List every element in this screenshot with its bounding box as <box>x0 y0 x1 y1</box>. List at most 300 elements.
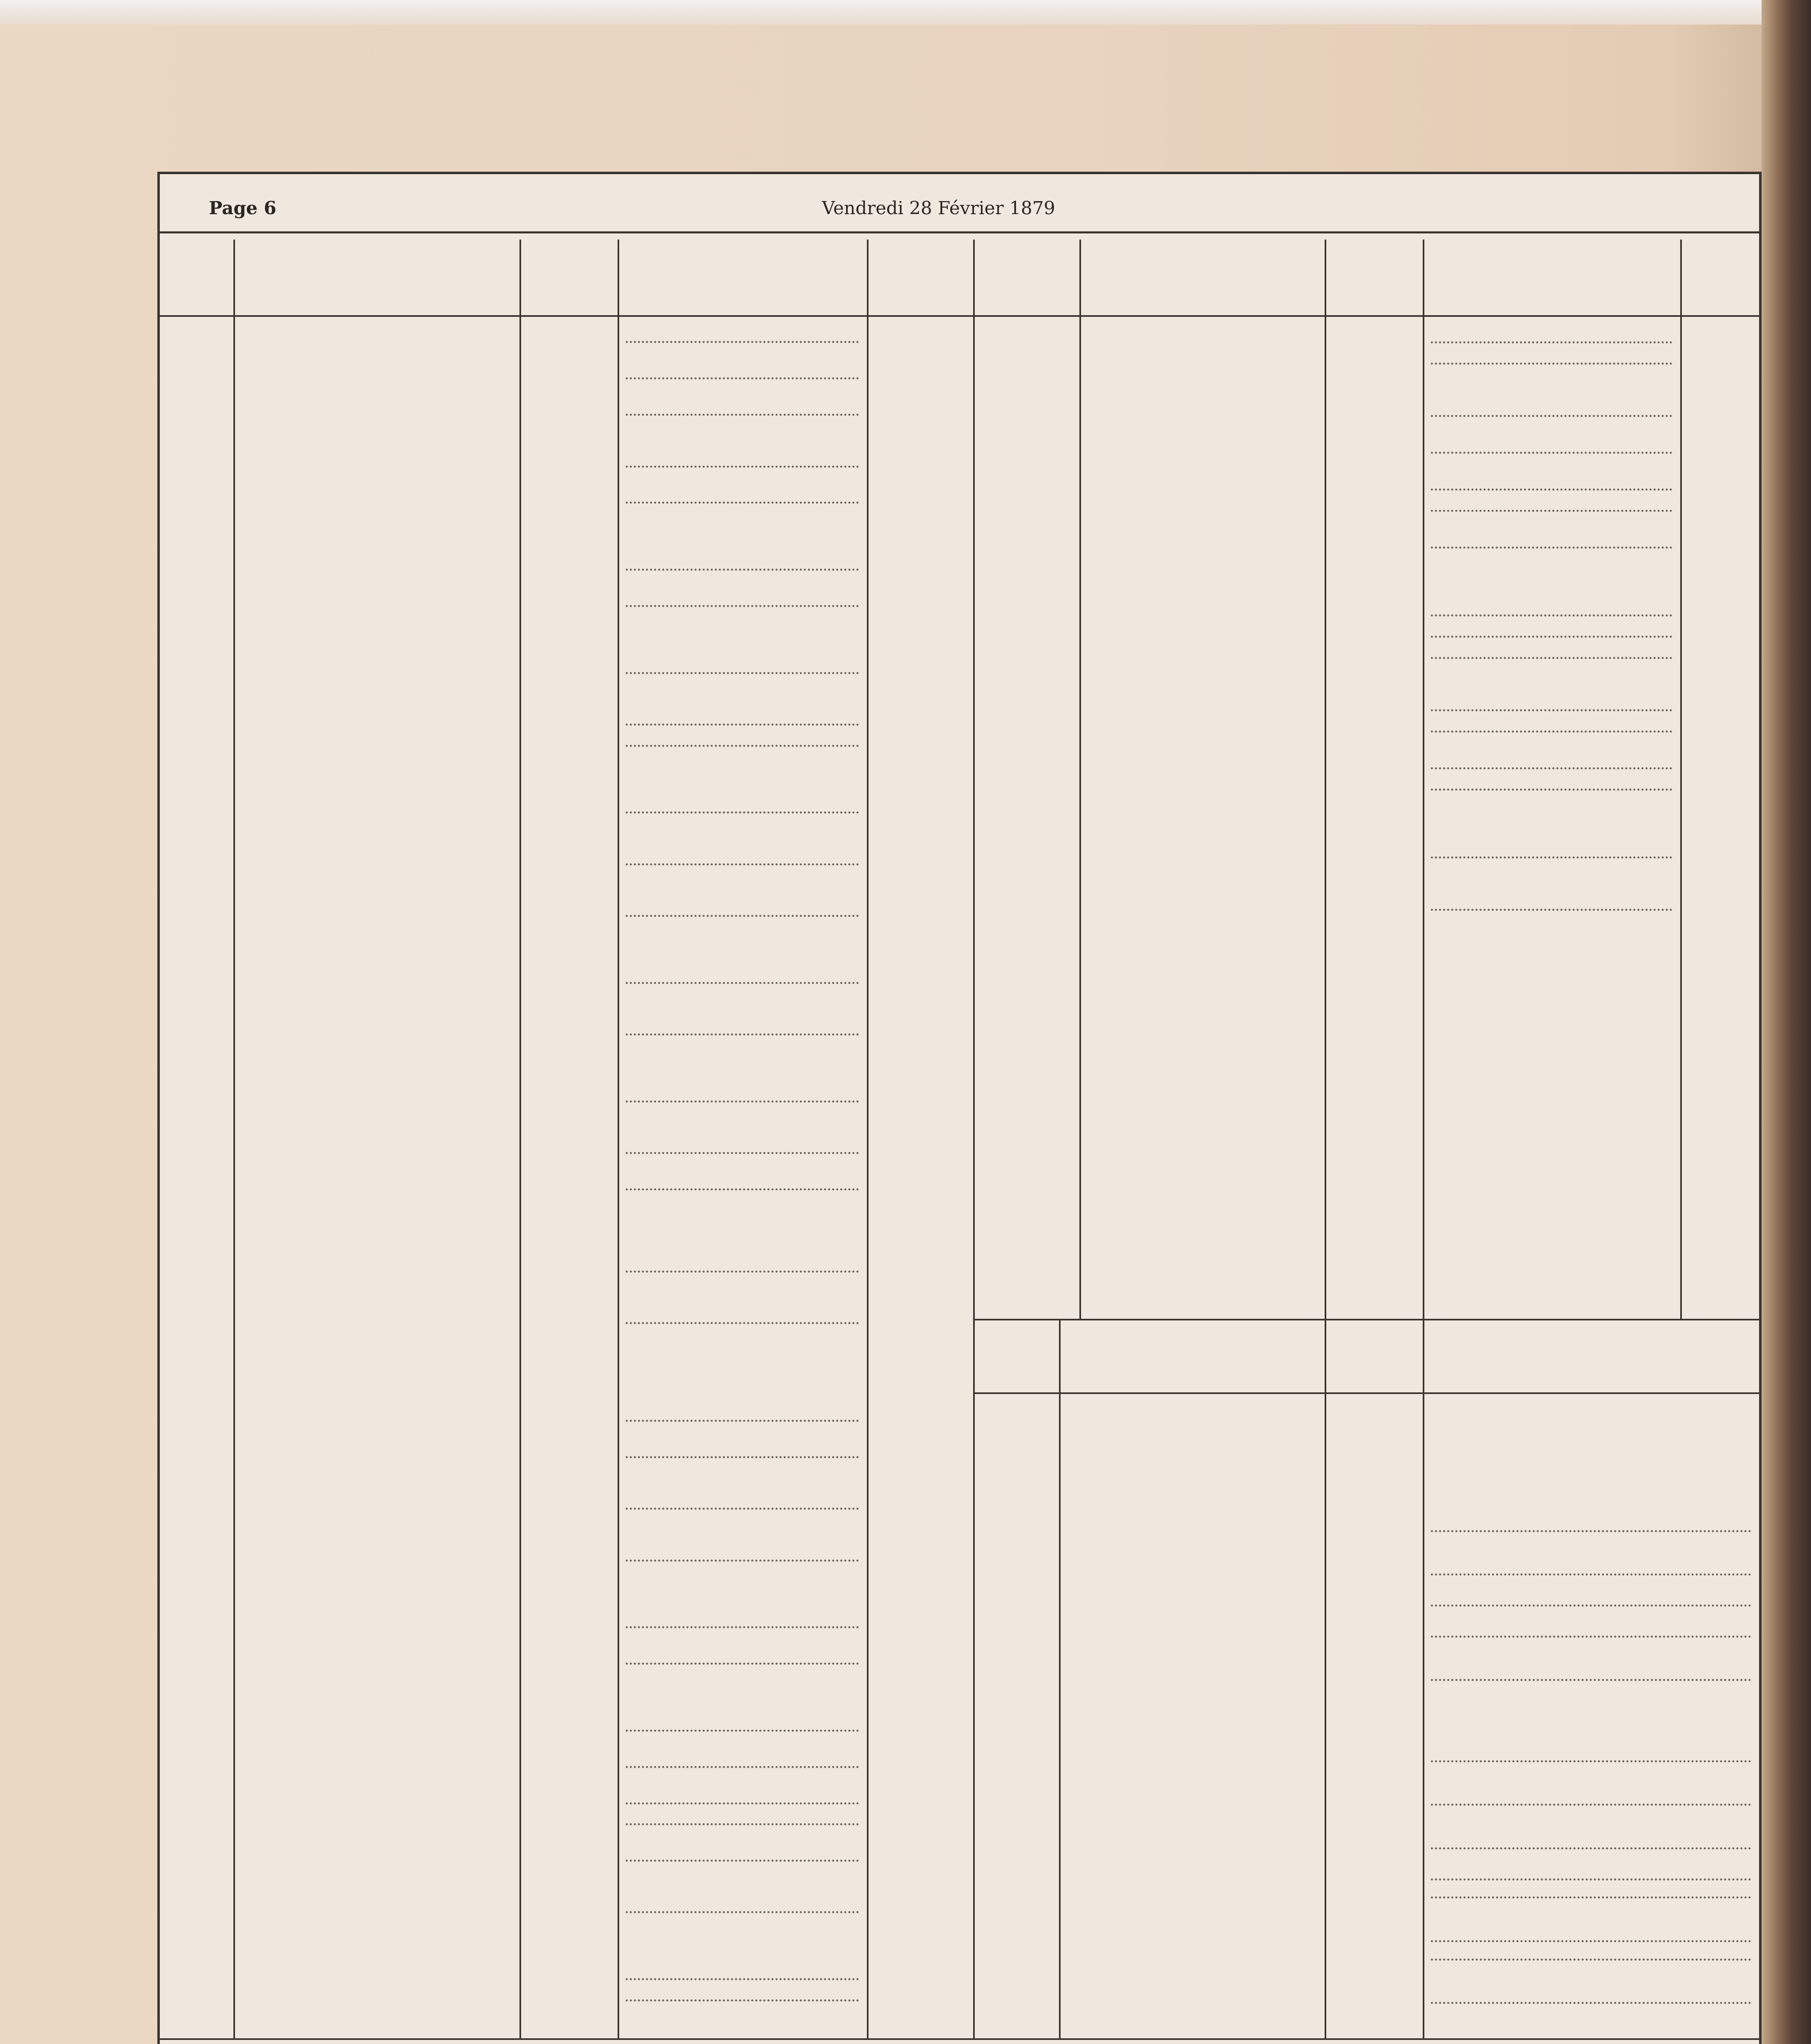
left-row-comptant <box>622 1613 863 1645</box>
left-row-leader-dots <box>626 1624 859 1628</box>
left-row-designation <box>237 452 515 484</box>
oblig-row-jouissance <box>1329 1625 1419 1664</box>
left-row-designation <box>237 592 515 654</box>
right-row-designation <box>1083 695 1321 713</box>
right-row-designation <box>1083 496 1321 529</box>
oblig-row-taux <box>977 1991 1055 2018</box>
left-row-taux <box>164 1716 229 1748</box>
left-row-designation <box>237 1443 515 1490</box>
oblig-row-taux <box>977 1749 1055 1788</box>
left-row-leader-dots <box>626 1909 859 1913</box>
left-row-dividend <box>871 1175 969 1253</box>
left-row-designation <box>237 968 515 1015</box>
oblig-row-designation <box>1063 1886 1321 1925</box>
right-row-designation <box>1083 643 1321 691</box>
oblig-row-jouissance <box>1329 1668 1419 1745</box>
page-number: Page 6 <box>209 198 277 219</box>
left-row-dividend <box>871 1494 969 1542</box>
oblig-row-designation <box>1063 1749 1321 1788</box>
left-row-designation <box>237 1546 515 1609</box>
right-header-rule <box>973 315 1759 317</box>
left-row-taux <box>164 1898 229 1961</box>
page-date: Vendredi 28 Février 1879 <box>822 198 1055 219</box>
right-row-taux <box>977 438 1075 471</box>
oblig-row-comptant <box>1427 1562 1755 1589</box>
left-row-leader-dots <box>626 1417 859 1422</box>
left-row-leader-dots <box>626 1320 859 1324</box>
right-row-taux <box>977 475 1075 492</box>
left-row-comptant <box>622 968 863 1015</box>
left-row-dividend <box>871 488 969 551</box>
left-row-dividend <box>871 1087 969 1134</box>
left-row-taux <box>164 968 229 1015</box>
right-row-jouissance <box>1329 753 1419 771</box>
right-row-leader-dots <box>1431 906 1672 911</box>
left-row-taux <box>164 1613 229 1645</box>
oblig-row-jouissance <box>1329 1519 1419 1558</box>
oblig-row-leader-dots <box>1431 1633 1751 1638</box>
oblig-top-rule <box>973 1319 1759 1320</box>
left-row-dividend <box>871 1752 969 1784</box>
left-row-taux <box>164 555 229 587</box>
oblig-row-comptant <box>1427 1948 1755 1987</box>
left-col-taux <box>161 256 232 321</box>
left-row-jouissance <box>524 364 613 396</box>
right-row-taux <box>977 601 1075 618</box>
oblig-row-taux <box>977 1668 1055 1745</box>
right-row-dividend <box>1684 717 1755 749</box>
left-col-rule <box>618 240 619 2038</box>
right-row-taux <box>977 717 1075 749</box>
right-row-leader-dots <box>1431 360 1672 365</box>
left-row-dividend <box>871 1020 969 1083</box>
left-row-comptant <box>622 400 863 448</box>
right-row-designation <box>1083 601 1321 618</box>
left-row-leader-dots <box>626 1800 859 1804</box>
left-row-comptant <box>622 658 863 706</box>
left-row-leader-dots <box>626 1505 859 1510</box>
left-col-rule <box>233 240 235 2038</box>
left-row-taux <box>164 488 229 551</box>
right-row-jouissance <box>1329 622 1419 639</box>
right-row-leader-dots <box>1431 449 1672 454</box>
right-row-comptant <box>1427 775 1676 838</box>
left-row-leader-dots <box>626 411 859 416</box>
left-row-taux <box>164 1443 229 1490</box>
left-row-jouissance <box>524 1788 613 1805</box>
left-row-comptant <box>622 1649 863 1712</box>
left-row-comptant <box>622 488 863 551</box>
left-row-dividend <box>871 592 969 654</box>
right-row-designation <box>1083 775 1321 838</box>
oblig-row-leader-dots <box>1431 1602 1751 1607</box>
left-row-dividend <box>871 968 969 1015</box>
left-row-jouissance <box>524 555 613 587</box>
left-row-jouissance <box>524 1406 613 1439</box>
left-header-rule <box>160 315 973 317</box>
right-row-comptant <box>1427 533 1676 596</box>
left-row-dividend <box>871 1810 969 1842</box>
left-row-comptant <box>622 731 863 794</box>
left-row-designation <box>237 1898 515 1961</box>
right-row-jouissance <box>1329 717 1419 749</box>
left-row-taux <box>164 364 229 396</box>
oblig-subsection-title <box>1059 1482 1325 1499</box>
oblig-row-leader-dots <box>1431 1676 1751 1681</box>
oblig-row-designation <box>1063 1562 1321 1589</box>
left-row-taux <box>164 1752 229 1784</box>
left-row-leader-dots <box>626 1186 859 1190</box>
left-row-leader-dots <box>626 979 859 984</box>
left-row-designation <box>237 1406 515 1439</box>
right-row-dividend <box>1684 622 1755 639</box>
right-row-taux <box>977 327 1075 345</box>
left-row-designation <box>237 1020 515 1083</box>
book-binding <box>1762 0 1811 2044</box>
left-row-taux <box>164 1175 229 1253</box>
right-col-comptant <box>1424 256 1679 321</box>
right-row-dividend <box>1684 895 1755 974</box>
left-row-dividend <box>871 798 969 845</box>
left-row-taux <box>164 731 229 794</box>
left-row-dividend <box>871 710 969 727</box>
right-row-designation <box>1083 475 1321 492</box>
left-row-comptant <box>622 592 863 654</box>
left-row-dividend <box>871 901 969 964</box>
left-row-designation <box>237 400 515 448</box>
right-col-jouissance <box>1326 256 1421 321</box>
oblig-row-designation <box>1063 1867 1321 1882</box>
right-row-dividend <box>1684 601 1755 618</box>
oblig-row-designation <box>1063 1519 1321 1558</box>
left-row-jouissance <box>524 1020 613 1083</box>
left-row-comptant <box>622 452 863 484</box>
left-row-jouissance <box>524 1810 613 1842</box>
oblig-row-leader-dots <box>1431 1528 1751 1532</box>
left-row-leader-dots <box>626 1976 859 1980</box>
right-row-taux <box>977 496 1075 529</box>
left-row-designation <box>237 901 515 964</box>
right-col-rule <box>1680 240 1682 1319</box>
left-row-leader-dots <box>626 338 859 343</box>
left-row-taux <box>164 592 229 654</box>
stock-listing-page <box>157 172 1762 2044</box>
left-row-designation <box>237 798 515 845</box>
left-row-dividend <box>871 849 969 897</box>
right-row-designation <box>1083 622 1321 639</box>
left-row-taux <box>164 1257 229 1304</box>
oblig-row-designation <box>1063 1991 1321 2018</box>
left-row-jouissance <box>524 1716 613 1748</box>
left-row-leader-dots <box>626 670 859 674</box>
left-row-comptant <box>622 1810 863 1842</box>
left-row-taux <box>164 1810 229 1842</box>
oblig-row-designation <box>1063 1668 1321 1745</box>
left-col-designation <box>235 256 518 321</box>
left-col-interets <box>869 244 972 309</box>
left-row-leader-dots <box>626 1150 859 1154</box>
left-row-leader-dots <box>626 1764 859 1768</box>
oblig-row-leader-dots <box>1431 1571 1751 1576</box>
left-row-jouissance <box>524 1613 613 1645</box>
left-row-comptant <box>622 1986 863 2018</box>
left-row-comptant <box>622 1020 863 1083</box>
right-row-designation <box>1083 349 1321 397</box>
oblig-header-rule <box>973 1392 1759 1394</box>
oblig-row-jouissance <box>1329 1562 1419 1589</box>
left-row-jouissance <box>524 1649 613 1712</box>
left-row-jouissance <box>524 658 613 706</box>
oblig-col-comptant <box>1424 1335 1757 1384</box>
left-row-leader-dots <box>626 742 859 747</box>
left-row-jouissance <box>524 1139 613 1171</box>
right-row-leader-dots <box>1431 786 1672 791</box>
center-divider <box>973 240 975 2038</box>
oblig-row-comptant <box>1427 1793 1755 1832</box>
oblig-row-leader-dots <box>1431 1845 1751 1849</box>
left-row-jouissance <box>524 901 613 964</box>
left-row-designation <box>237 1986 515 2018</box>
right-row-designation <box>1083 753 1321 771</box>
left-col-comptant <box>619 256 865 321</box>
oblig-row-comptant <box>1427 1749 1755 1788</box>
left-row-leader-dots <box>626 463 859 468</box>
right-row-jouissance <box>1329 895 1419 974</box>
right-row-taux <box>977 349 1075 397</box>
oblig-row-taux <box>977 1886 1055 1925</box>
oblig-row-jouissance <box>1329 1793 1419 1832</box>
oblig-row-taux <box>977 1948 1055 1987</box>
left-row-taux <box>164 1406 229 1439</box>
right-row-jouissance <box>1329 327 1419 345</box>
left-row-comptant <box>622 1546 863 1609</box>
oblig-row-leader-dots <box>1431 1876 1751 1880</box>
right-row-comptant <box>1427 401 1676 434</box>
right-row-jouissance <box>1329 475 1419 492</box>
left-row-jouissance <box>524 1546 613 1609</box>
oblig-row-comptant <box>1427 1594 1755 1620</box>
left-row-leader-dots <box>626 1997 859 2001</box>
left-row-dividend <box>871 1898 969 1961</box>
left-row-jouissance <box>524 968 613 1015</box>
oblig-row-comptant <box>1427 1625 1755 1664</box>
left-row-dividend <box>871 1788 969 1805</box>
left-row-designation <box>237 1139 515 1171</box>
right-row-jouissance <box>1329 643 1419 691</box>
left-row-dividend <box>871 1309 969 1402</box>
left-row-designation <box>237 1494 515 1542</box>
oblig-row-designation <box>1063 1836 1321 1863</box>
left-row-designation <box>237 555 515 587</box>
right-col-taux <box>975 256 1078 321</box>
left-row-leader-dots <box>626 1857 859 1862</box>
left-row-designation <box>237 1309 515 1402</box>
right-row-dividend <box>1684 327 1755 345</box>
left-row-taux <box>164 710 229 727</box>
left-row-jouissance <box>524 452 613 484</box>
right-row-taux <box>977 753 1075 771</box>
right-row-leader-dots <box>1431 544 1672 549</box>
left-row-dividend <box>871 1613 969 1645</box>
left-row-comptant <box>622 849 863 897</box>
left-row-leader-dots <box>626 1821 859 1825</box>
right-row-designation <box>1083 843 1321 891</box>
left-row-taux <box>164 1649 229 1712</box>
left-row-designation <box>237 1175 515 1253</box>
left-row-dividend <box>871 1139 969 1171</box>
right-row-comptant <box>1427 496 1676 529</box>
left-row-comptant <box>622 1898 863 1961</box>
right-row-taux <box>977 895 1075 974</box>
right-row-designation <box>1083 533 1321 596</box>
left-row-comptant <box>622 1139 863 1171</box>
left-row-taux <box>164 1494 229 1542</box>
oblig-row-jouissance <box>1329 1991 1419 2018</box>
left-row-taux <box>164 658 229 706</box>
left-row-jouissance <box>524 798 613 845</box>
right-row-leader-dots <box>1431 612 1672 616</box>
left-row-taux <box>164 798 229 845</box>
left-row-taux <box>164 1546 229 1609</box>
left-row-dividend <box>871 364 969 396</box>
oblig-row-designation <box>1063 1948 1321 1987</box>
right-row-dividend <box>1684 496 1755 529</box>
left-row-taux <box>164 1986 229 2018</box>
left-row-leader-dots <box>626 1031 859 1035</box>
right-row-jouissance <box>1329 533 1419 596</box>
left-row-jouissance <box>524 1494 613 1542</box>
right-row-comptant <box>1427 349 1676 397</box>
oblig-row-designation <box>1063 1793 1321 1832</box>
oblig-row-taux <box>977 1519 1055 1558</box>
oblig-row-taux <box>977 1836 1055 1863</box>
left-row-designation <box>237 327 515 360</box>
right-row-leader-dots <box>1431 854 1672 858</box>
right-col-rule <box>1079 240 1081 1319</box>
left-row-designation <box>237 849 515 897</box>
left-row-jouissance <box>524 849 613 897</box>
left-row-dividend <box>871 1406 969 1439</box>
left-row-comptant <box>622 1752 863 1784</box>
right-row-dividend <box>1684 438 1755 471</box>
right-row-leader-dots <box>1431 728 1672 733</box>
oblig-row-jouissance <box>1329 1929 1419 1943</box>
oblig-row-taux <box>977 1867 1055 1882</box>
left-row-taux <box>164 1788 229 1805</box>
left-row-comptant <box>622 1716 863 1748</box>
right-row-dividend <box>1684 753 1755 771</box>
right-row-leader-dots <box>1431 654 1672 659</box>
left-row-taux <box>164 1846 229 1894</box>
left-row-jouissance <box>524 1175 613 1253</box>
left-row-jouissance <box>524 1257 613 1304</box>
left-row-dividend <box>871 1649 969 1712</box>
left-row-comptant <box>622 1494 863 1542</box>
right-row-leader-dots <box>1431 486 1672 491</box>
right-row-designation <box>1083 895 1321 974</box>
right-row-dividend <box>1684 475 1755 492</box>
right-row-leader-dots <box>1431 633 1672 638</box>
oblig-col-designation <box>1061 1335 1323 1384</box>
left-row-comptant <box>622 798 863 845</box>
left-row-dividend <box>871 1716 969 1748</box>
left-row-designation <box>237 1613 515 1645</box>
right-row-comptant <box>1427 438 1676 471</box>
left-row-leader-dots <box>626 912 859 917</box>
left-row-jouissance <box>524 592 613 654</box>
left-row-jouissance <box>524 1965 613 1981</box>
oblig-row-jouissance <box>1329 1948 1419 1987</box>
right-row-designation <box>1083 401 1321 434</box>
right-row-taux <box>977 643 1075 691</box>
oblig-row-comptant <box>1427 1836 1755 1863</box>
right-col-designation <box>1081 256 1323 321</box>
oblig-row-jouissance <box>1329 1594 1419 1620</box>
left-row-taux <box>164 1139 229 1171</box>
left-row-leader-dots <box>626 809 859 814</box>
left-row-dividend <box>871 1846 969 1894</box>
left-row-jouissance <box>524 400 613 448</box>
left-row-leader-dots <box>626 1727 859 1732</box>
oblig-row-leader-dots <box>1431 1999 1751 2004</box>
right-row-designation <box>1083 438 1321 471</box>
left-row-designation <box>237 710 515 727</box>
oblig-row-designation <box>1063 1625 1321 1664</box>
left-row-comptant <box>622 901 863 964</box>
left-row-designation <box>237 364 515 396</box>
left-row-taux <box>164 901 229 964</box>
left-row-leader-dots <box>626 861 859 865</box>
right-row-comptant <box>1427 843 1676 891</box>
left-row-designation <box>237 1752 515 1784</box>
oblig-row-jouissance <box>1329 1867 1419 1882</box>
right-row-jouissance <box>1329 843 1419 891</box>
left-row-designation <box>237 658 515 706</box>
left-row-jouissance <box>524 1443 613 1490</box>
right-row-jouissance <box>1329 496 1419 529</box>
left-row-jouissance <box>524 731 613 794</box>
left-row-comptant <box>622 555 863 587</box>
oblig-row-taux <box>977 1562 1055 1589</box>
oblig-row-jouissance <box>1329 1836 1419 1863</box>
oblig-row-taux <box>977 1594 1055 1620</box>
oblig-col-rule <box>1325 1319 1326 2038</box>
right-row-taux <box>977 695 1075 713</box>
left-row-designation <box>237 1788 515 1805</box>
oblig-section-title <box>1059 1454 1325 1474</box>
left-row-jouissance <box>524 1087 613 1134</box>
right-row-dividend <box>1684 349 1755 397</box>
left-row-dividend <box>871 731 969 794</box>
oblig-row-taux <box>977 1625 1055 1664</box>
left-row-leader-dots <box>626 1557 859 1562</box>
oblig-row-taux <box>977 1929 1055 1943</box>
left-row-leader-dots <box>626 499 859 504</box>
left-row-designation <box>237 1716 515 1748</box>
left-row-designation <box>237 731 515 794</box>
left-row-comptant <box>622 1257 863 1304</box>
right-row-jouissance <box>1329 695 1419 713</box>
right-row-leader-dots <box>1431 765 1672 769</box>
right-row-taux <box>977 622 1075 639</box>
right-row-jouissance <box>1329 438 1419 471</box>
left-row-comptant <box>622 1846 863 1894</box>
left-row-designation <box>237 488 515 551</box>
header-rule <box>160 231 1759 233</box>
left-row-dividend <box>871 452 969 484</box>
right-row-taux <box>977 533 1075 596</box>
right-row-dividend <box>1684 843 1755 891</box>
